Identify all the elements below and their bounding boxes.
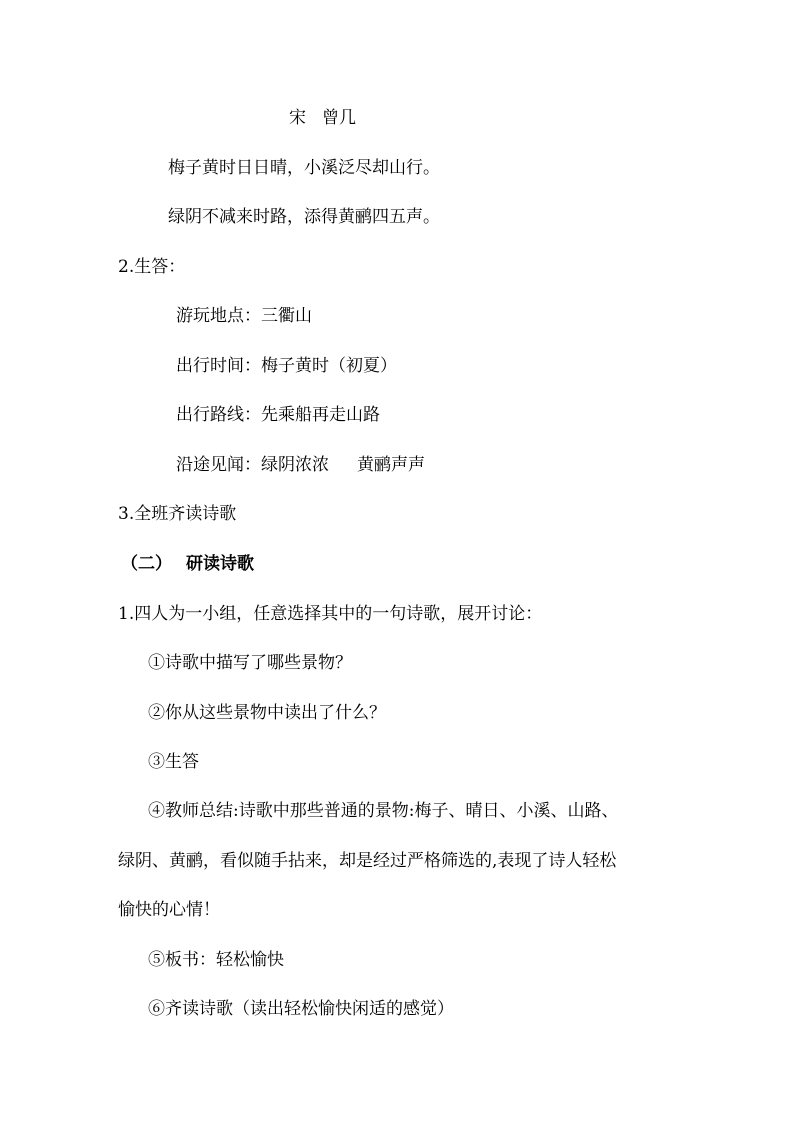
task-summary-line-2: 绿阴、黄鹂，看似随手拈来，却是经过严格筛选的,表现了诗人轻松: [118, 851, 617, 871]
poem-line-2: 绿阴不减来时路，添得黄鹂四五声。: [168, 207, 440, 227]
task-summary-line-1: ④教师总结:诗歌中那些普通的景物:梅子、晴日、小溪、山路、: [148, 801, 619, 821]
task-intro: 1.四人为一小组，任意选择其中的一句诗歌，展开讨论：: [118, 604, 543, 624]
poem-author: 曾几: [322, 108, 356, 128]
task-question-3: ③生答: [148, 752, 199, 772]
answer-route: 出行路线：先乘船再走山路: [176, 405, 380, 425]
poem-line-1: 梅子黄时日日晴，小溪泛尽却山行。: [168, 158, 440, 178]
answer-seen-b: 黄鹂声声: [357, 455, 425, 475]
task-question-1: ①诗歌中描写了哪些景物？: [148, 653, 352, 673]
task-board-writing: ⑤板书：轻松愉快: [148, 950, 284, 970]
task-summary-line-3: 愉快的心情！: [118, 900, 220, 920]
answer-seen-a: 沿途见闻：绿阴浓浓: [176, 455, 329, 475]
poem-author-line: [289, 107, 356, 129]
answer-seen: [176, 454, 425, 476]
section-2-heading: [121, 553, 254, 575]
task-read-aloud: ⑥齐读诗歌（读出轻松愉快闲适的感觉）: [148, 999, 454, 1019]
section-2-title: 研读诗歌: [186, 554, 254, 574]
section-2-number: （二）: [121, 554, 172, 574]
poem-dynasty: 宋: [289, 108, 306, 128]
task-question-2: ②你从这些景物中读出了什么？: [148, 703, 386, 723]
answer-heading: 2.生答：: [118, 257, 186, 277]
step-3: 3.全班齐读诗歌: [118, 504, 237, 524]
answer-place: 游玩地点：三衢山: [176, 306, 312, 326]
answer-time: 出行时间：梅子黄时（初夏）: [176, 356, 397, 376]
